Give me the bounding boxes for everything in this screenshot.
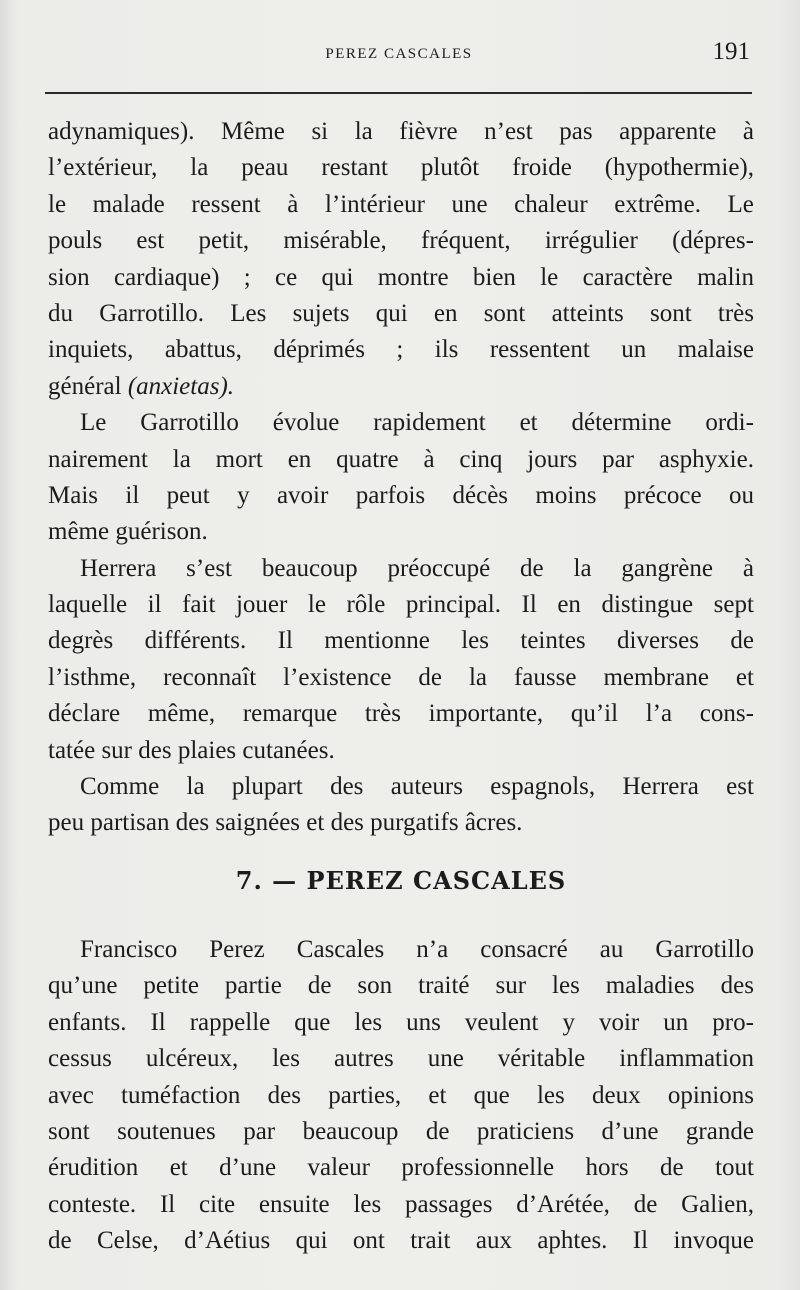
text-line: degrès différents. Il mentionne les teintes diverses de	[48, 627, 754, 655]
text-line: enfants. Il rappelle que les uns veulent y voir un pro-	[48, 1008, 754, 1036]
running-title: PEREZ CASCALES	[325, 46, 473, 62]
text-line: érudition et d’une valeur professionnelle hors de tout	[48, 1154, 754, 1182]
header-rule	[45, 92, 752, 94]
text-line: général (anxietas).	[48, 369, 754, 405]
text-line: sion cardiaque) ; ce qui montre bien le caractère malin	[48, 263, 754, 291]
text-line: Le Garrotillo évolue rapidement et détermine ordi-	[80, 409, 754, 437]
text-line: du Garrotillo. Les sujets qui en sont atteints sont très	[48, 299, 754, 327]
section-2-text	[48, 932, 754, 1260]
text-line: pouls est petit, misérable, fréquent, irrégulier (dépres-	[48, 227, 754, 255]
running-head	[48, 38, 750, 74]
text-line: inquiets, abattus, déprimés ; ils ressentent un malaise	[48, 336, 754, 364]
page-number: 191	[712, 38, 750, 65]
section-heading: 7. — PEREZ CASCALES	[235, 866, 567, 895]
text-line: le malade ressent à l’intérieur une chaleur extrême. Le	[48, 190, 754, 218]
text-line: Herrera s’est beaucoup préoccupé de la gangrène à	[80, 554, 754, 582]
text-line: nairement la mort en quatre à cinq jours par asphyxie.	[48, 445, 754, 473]
text-line: conteste. Il cite ensuite les passages d’Arétée, de Galien,	[48, 1190, 754, 1218]
text-line: même guérison.	[48, 518, 208, 546]
text-line: Francisco Perez Cascales n’a consacré au Garrotillo	[80, 936, 754, 963]
text-line: peu partisan des saignées et des purgatifs âcres.	[48, 809, 523, 837]
text-line: qu’une petite partie de son traité sur les maladies des	[48, 972, 754, 1000]
text-line: sont soutenues par beaucoup de praticiens d’une grande	[48, 1117, 754, 1145]
text-line: Comme la plupart des auteurs espagnols, Herrera est	[80, 773, 754, 801]
text-line: déclare même, remarque très importante, qu’il l’a cons-	[48, 700, 754, 728]
text-line: laquelle il fait jouer le rôle principal. Il en distingue sept	[48, 591, 754, 619]
text-line: de Celse, d’Aétius qui ont trait aux aphtes. Il invoque	[48, 1227, 754, 1255]
text-line: l’isthme, reconnaît l’existence de la fausse membrane et	[48, 663, 754, 691]
text-line: l’extérieur, la peau restant plutôt froide (hypothermie),	[48, 154, 754, 182]
text-line: avec tuméfaction des parties, et que les deux opinions	[48, 1081, 754, 1109]
italic-term: (anxietas).	[127, 372, 235, 400]
text-line: adynamiques). Même si la fièvre n’est pas apparente à	[48, 118, 754, 145]
section-1-text	[48, 114, 754, 842]
text-line: tatée sur des plaies cutanées.	[48, 736, 335, 764]
text-line: Mais il peut y avoir parfois décès moins précoce ou	[48, 481, 754, 509]
text-line: cessus ulcéreux, les autres une véritable inflammation	[48, 1045, 754, 1073]
